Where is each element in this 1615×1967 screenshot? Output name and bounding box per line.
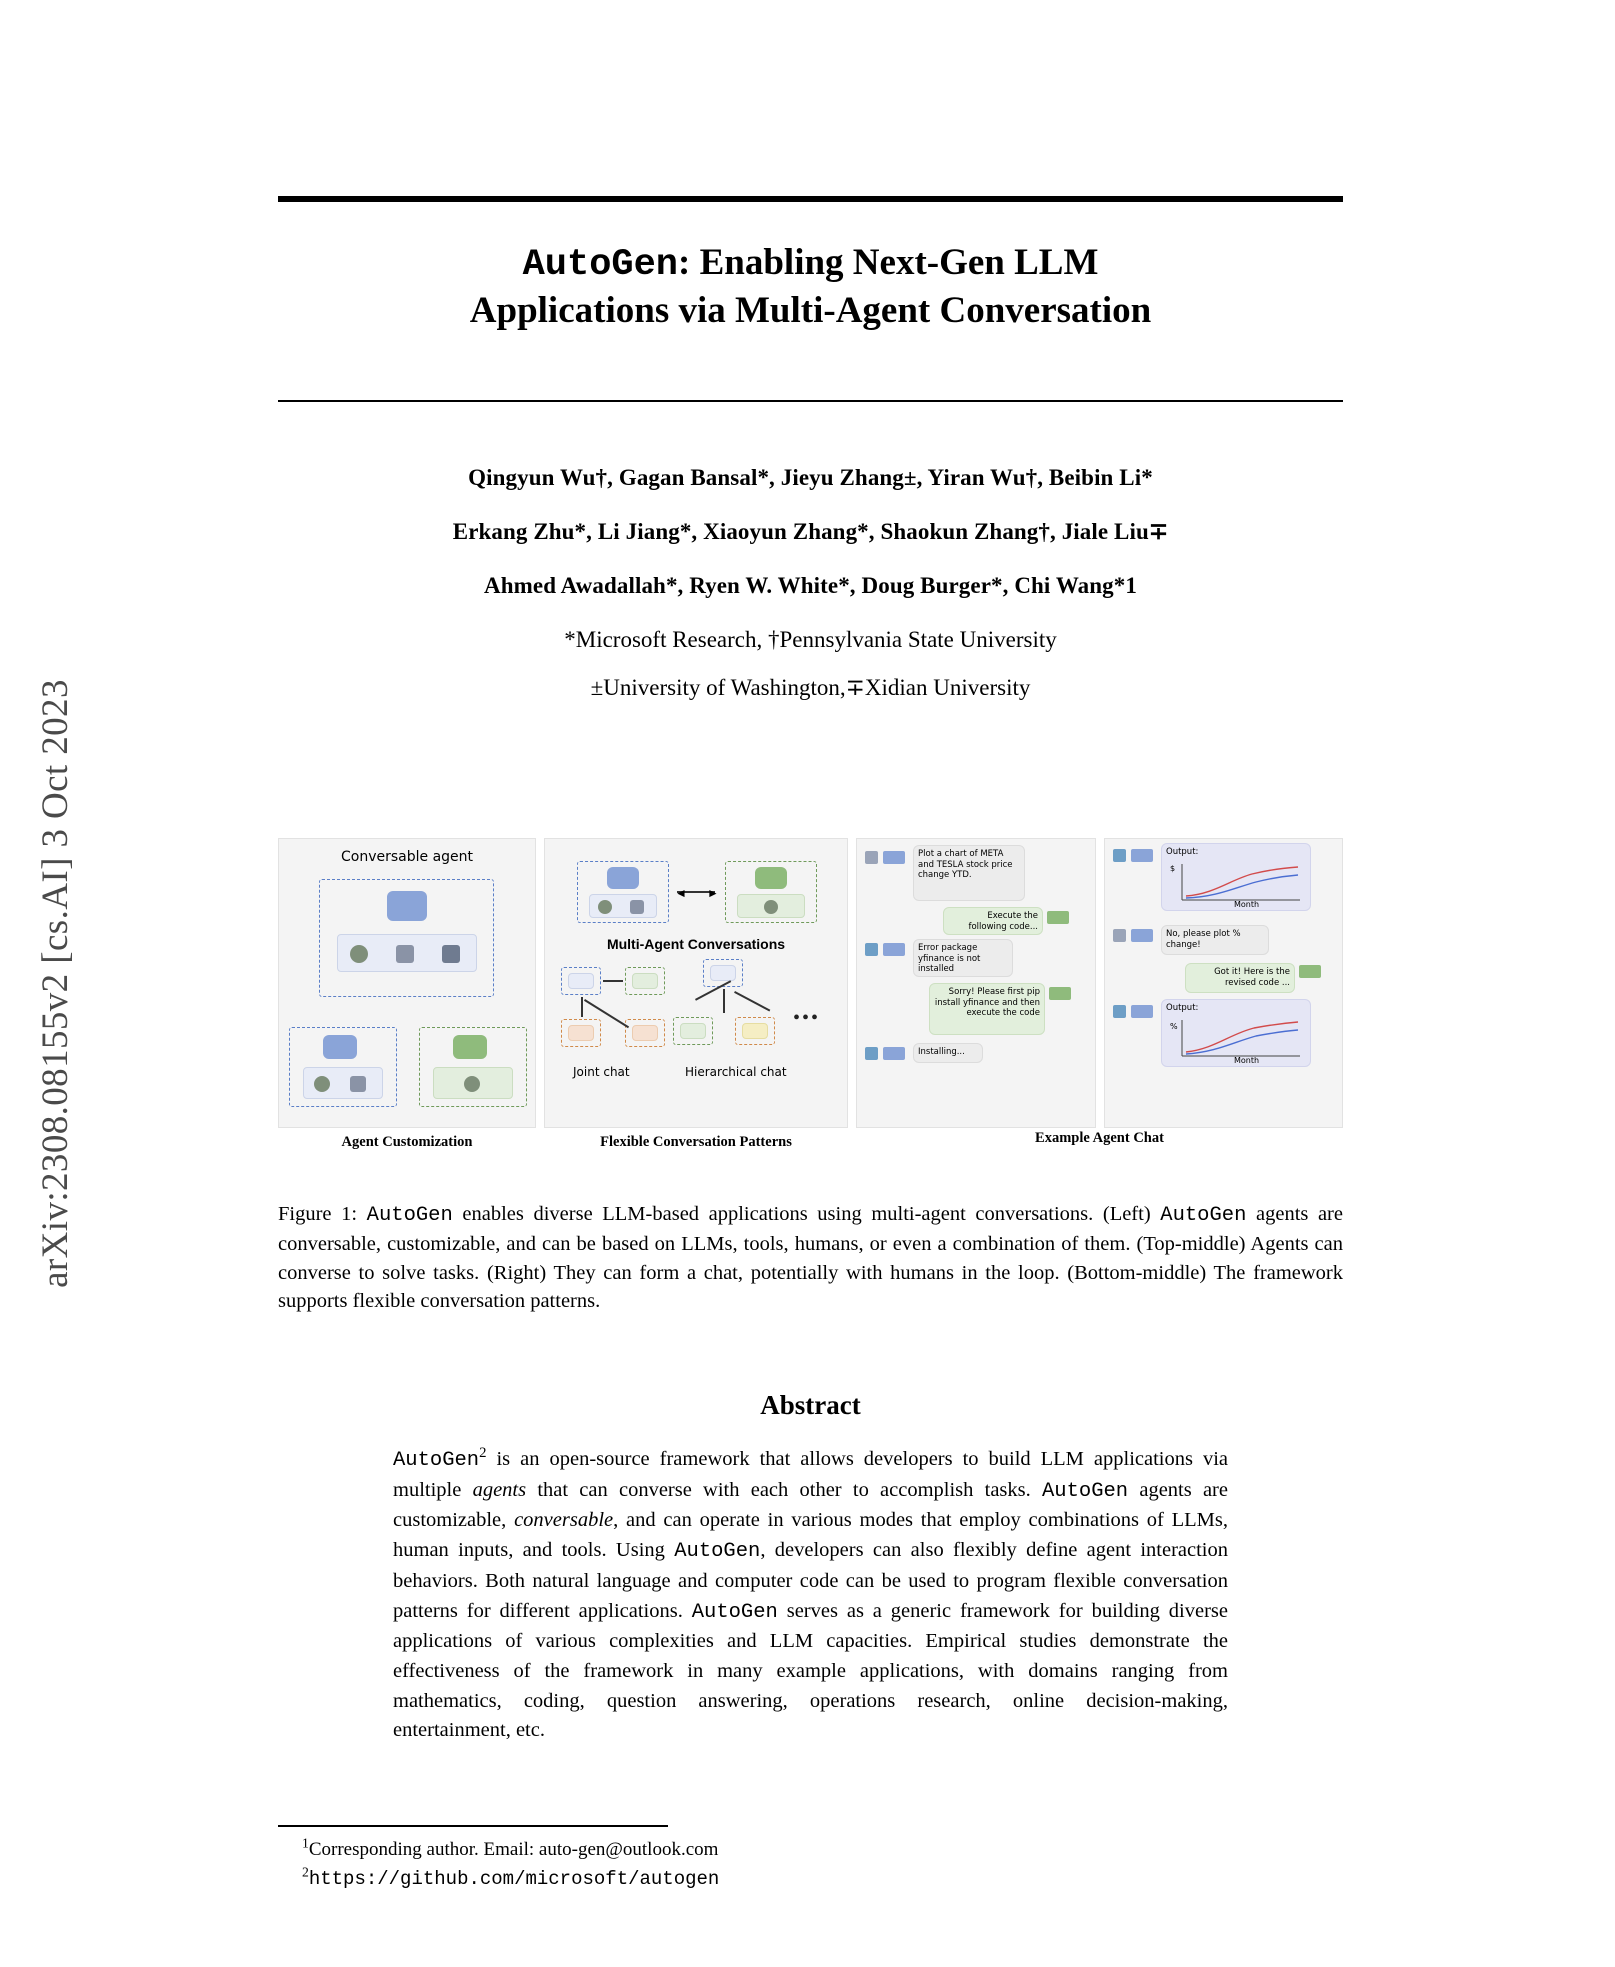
footnote-1-text: Corresponding author. Email: auto-gen@outlook.com	[308, 1839, 719, 1860]
hier-child-1	[673, 1017, 713, 1045]
joint-node-1-card	[568, 973, 594, 989]
conv-arrow-left-head: ◄	[675, 886, 687, 900]
joint-arrow-top	[603, 980, 623, 982]
abstract-part-8: , and can operate in various modes that employ combinations of LLMs, human inputs, and tools. Using	[393, 1509, 1229, 1562]
affiliation-line-2: ±University of Washington,∓Xidian University	[590, 675, 1031, 700]
python-avatar-1	[865, 943, 878, 956]
conv-robot-a	[607, 867, 639, 889]
bot-avatar-1	[883, 851, 905, 864]
bot-avatar-5	[883, 1047, 905, 1060]
chat-bubble-5: Installing...	[913, 1043, 983, 1063]
footnote-rule	[278, 1825, 668, 1827]
joint-node-3-card	[568, 1025, 594, 1041]
figure-caption-mono-1: AutoGen	[366, 1204, 453, 1227]
joint-chat-label: Joint chat	[573, 1065, 630, 1079]
panel3-caption: Example Agent Chat	[1035, 1130, 1164, 1146]
conv-card-a	[589, 894, 657, 918]
joint-node-4-card	[632, 1025, 658, 1041]
human-icon	[396, 945, 414, 963]
footnote-1-marker: 1	[302, 1835, 309, 1851]
figure-caption-label: Figure 1:	[278, 1203, 367, 1225]
output-label-2: Output:	[1166, 1003, 1199, 1013]
hierarchical-chat-label: Hierarchical chat	[685, 1065, 787, 1079]
joint-node-1	[561, 967, 601, 995]
human-avatar-1	[865, 851, 878, 864]
bot-avatar-8	[1299, 965, 1321, 978]
bot-avatar-6	[1131, 849, 1153, 862]
arxiv-stamp: arXiv:2308.08155v2 [cs.AI] 3 Oct 2023	[34, 679, 76, 1288]
bot-avatar-7	[1131, 929, 1153, 942]
llm-icon-small	[314, 1076, 330, 1092]
axis-y-label-1: $	[1170, 864, 1176, 873]
chat-bubble-4: Sorry! Please first pip install yfinance and then execute the code	[929, 983, 1045, 1035]
python-avatar-3	[1113, 849, 1126, 862]
footnote-2-marker: 2	[302, 1864, 309, 1880]
abstract-body	[393, 1445, 1228, 1746]
human-icon-small	[350, 1076, 366, 1092]
output-label-1: Output:	[1166, 847, 1199, 857]
axis-x-label-1: Month	[1234, 900, 1260, 909]
abstract-part-3: agents	[472, 1478, 527, 1501]
conv-arrow-right-head: ►	[707, 886, 719, 900]
chat-bubble-request-change: No, please plot % change!	[1161, 925, 1269, 955]
footnote-2-link[interactable]: https://github.com/microsoft/autogen	[308, 1867, 720, 1890]
panel2-ellipsis: •••	[793, 1007, 821, 1029]
panel1-title: Conversable agent	[340, 849, 474, 865]
hier-root-card	[710, 965, 736, 981]
abstract-part-2: is an open-source framework that allows developers to build LLM applications via multiple	[393, 1448, 1228, 1501]
footnotes	[278, 1836, 1343, 1893]
panel1-caption: Agent Customization	[341, 1134, 473, 1150]
abstract-part-6: agents are customizable,	[393, 1478, 1228, 1532]
conv-robot-b	[755, 867, 787, 889]
chat-bubble-1: Plot a chart of META and TESLA stock price change YTD.	[913, 845, 1025, 901]
axis-x-label-2: Month	[1234, 1056, 1260, 1065]
abstract-part-5: AutoGen	[1042, 1479, 1129, 1503]
figure-1	[278, 838, 1343, 1180]
human-avatar-2	[1113, 929, 1126, 942]
hier-child-2	[735, 1017, 775, 1045]
abstract-heading: Abstract	[760, 1390, 861, 1420]
llm-icon-green	[464, 1076, 480, 1092]
bot-avatar-4	[1049, 987, 1071, 1000]
figure-panel-conversable-agent	[278, 838, 536, 1128]
title-mono-part: AutoGen	[522, 244, 679, 286]
robot-icon-green	[453, 1035, 487, 1059]
figure-caption-text-2: agents are conversable, customizable, and can be based on LLMs, tools, humans, or even a combination of them. (Top-middle) Agents can converse to solve tasks. (Right) They can form a chat, potentially with humans in the loop. (Bottom-middle) The framework supports flexible conversation patterns.	[278, 1203, 1343, 1312]
abstract-part-0: AutoGen	[393, 1449, 480, 1472]
chat-bubble-2: Execute the following code...	[943, 907, 1043, 935]
llm-icon-a	[598, 900, 612, 914]
abstract-part-12: serves as a generic framework for building diverse applications of various complexities and LLM capacities. Empirical studies demonstrate the effectiveness of the framework in many example applications, with domains ranging from mathematics, coding, question answering, operations research, online decision-making, entertainment, etc.	[393, 1599, 1228, 1742]
conv-card-b	[737, 894, 805, 918]
agent-variant-green-card	[433, 1067, 513, 1099]
title-line2: Applications via Multi-Agent Conversation	[469, 290, 1152, 332]
agent-variant-blue-card	[303, 1067, 383, 1099]
title-rule-bottom	[278, 400, 1343, 402]
page-content	[278, 0, 1343, 1967]
robot-icon	[387, 891, 427, 921]
hier-child-1-card	[680, 1023, 706, 1039]
robot-icon-blue	[323, 1035, 357, 1059]
figure-caption-mono-2: AutoGen	[1160, 1204, 1247, 1227]
panel2-title: Multi-Agent Conversations	[606, 936, 786, 952]
figure-panel-example-chat-left	[856, 838, 1096, 1128]
joint-arrow-left	[581, 997, 583, 1017]
tools-icon	[442, 945, 460, 963]
joint-node-2-card	[632, 973, 658, 989]
joint-node-3	[561, 1019, 601, 1047]
hier-child-2-card	[742, 1023, 768, 1039]
bot-avatar-2	[1047, 911, 1069, 924]
hier-arrow-right	[734, 991, 770, 1011]
llm-icon-b	[764, 900, 778, 914]
panel2-caption: Flexible Conversation Patterns	[600, 1134, 792, 1150]
bot-avatar-3	[883, 943, 905, 956]
hier-arrow-down	[723, 989, 725, 1013]
abstract-part-7: conversable	[514, 1509, 614, 1532]
figure-caption-text-1: enables diverse LLM-based applications using multi-agent conversations. (Left)	[452, 1203, 1161, 1225]
footnote-2	[302, 1865, 1343, 1894]
python-avatar-2	[865, 1047, 878, 1060]
python-avatar-4	[1113, 1005, 1126, 1018]
figure-panel-conversations	[544, 838, 848, 1128]
axis-y-label-2: %	[1170, 1022, 1178, 1031]
footnote-1	[302, 1836, 1343, 1865]
author-line-3: Ahmed Awadallah*, Ryen W. White*, Doug Burger*, Chi Wang*1	[484, 573, 1137, 598]
author-block	[278, 465, 1343, 723]
author-line-1: Qingyun Wu†, Gagan Bansal*, Jieyu Zhang±, Yiran Wu†, Beibin Li*	[468, 465, 1153, 490]
title-rule-top	[278, 196, 1343, 202]
joint-node-4	[625, 1019, 665, 1047]
abstract-part-4: that can converse with each other to accomplish tasks.	[526, 1478, 1042, 1501]
abstract-part-9: AutoGen	[674, 1540, 761, 1564]
agent-capability-card	[337, 934, 477, 972]
chat-bubble-revised: Got it! Here is the revised code ...	[1185, 963, 1295, 993]
title-rest: : Enabling Next-Gen LLM	[678, 242, 1099, 283]
figure-caption	[278, 1200, 1343, 1315]
page-title	[278, 240, 1343, 333]
affiliation-line-1: *Microsoft Research, †Pennsylvania State University	[564, 627, 1057, 652]
abstract-part-10: , developers can also flexibly define agent interaction behaviors. Both natural language and computer code can be used to program flexible conversation patterns for different applications.	[393, 1539, 1228, 1622]
llm-icon	[350, 945, 368, 963]
chat-bubble-3: Error package yfinance is not installed	[913, 939, 1013, 977]
abstract-part-11: AutoGen	[691, 1600, 778, 1624]
chat-bubble-output-1	[1161, 843, 1311, 911]
bot-avatar-9	[1131, 1005, 1153, 1018]
figure-panel-example-chat-right	[1104, 838, 1343, 1128]
human-icon-a	[630, 900, 644, 914]
abstract-part-1: 2	[479, 1445, 487, 1462]
joint-node-2	[625, 967, 665, 995]
author-line-2: Erkang Zhu*, Li Jiang*, Xiaoyun Zhang*, Shaokun Zhang†, Jiale Liu∓	[452, 519, 1169, 544]
chat-bubble-output-2	[1161, 999, 1311, 1067]
